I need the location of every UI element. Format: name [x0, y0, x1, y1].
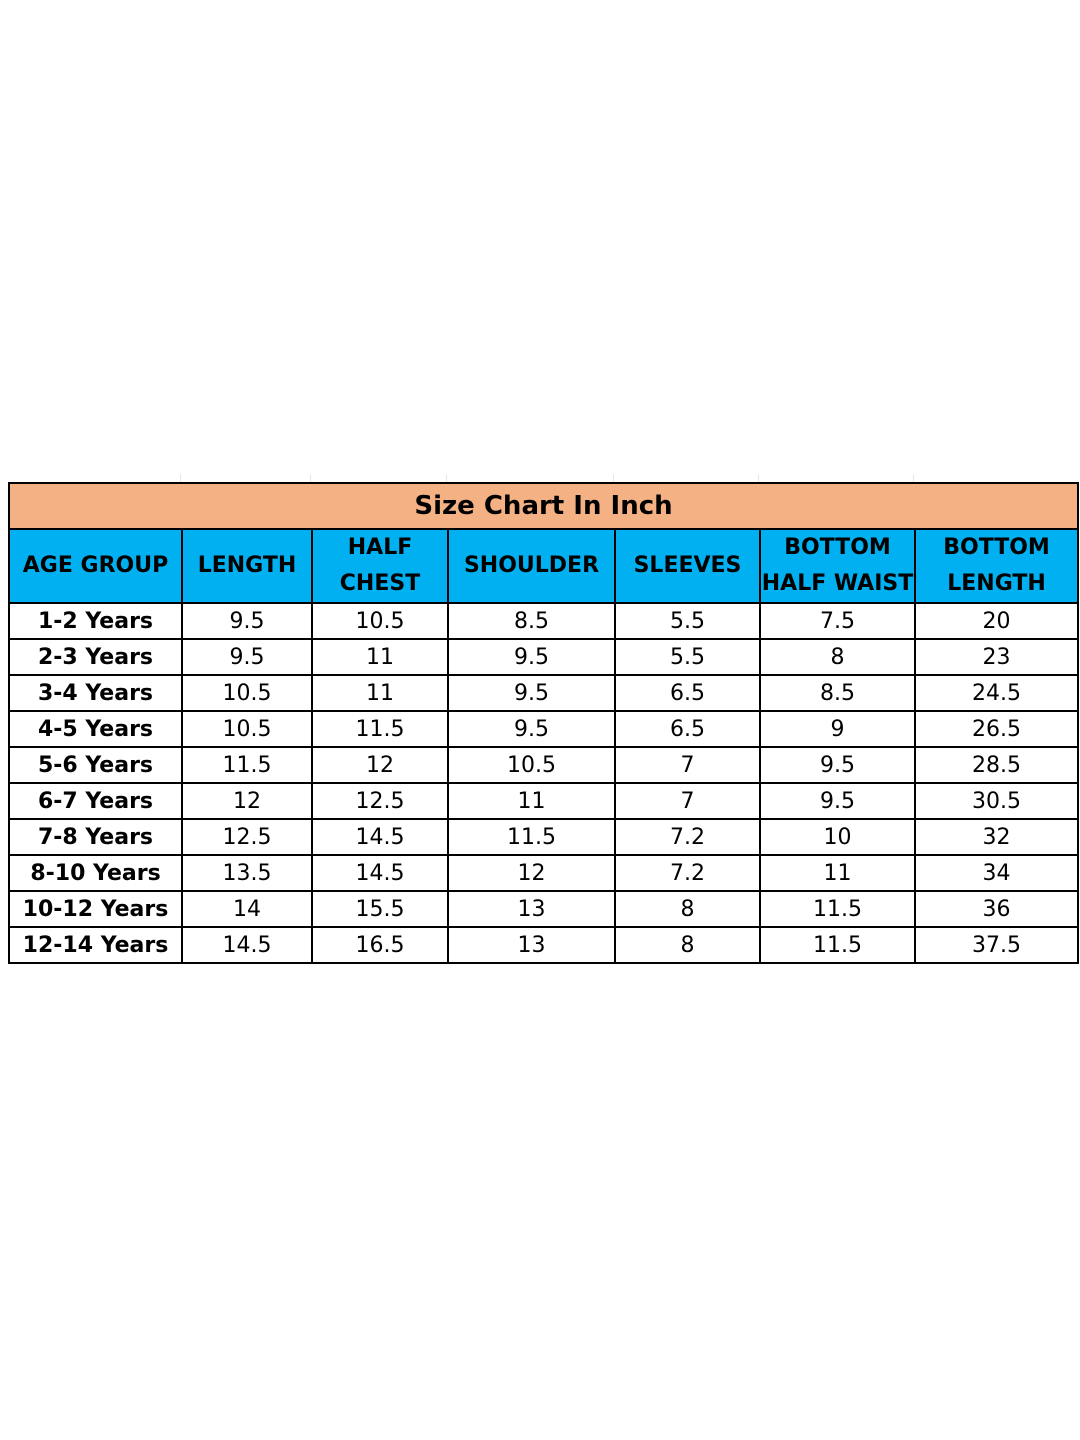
column-header-sleeves — [615, 529, 760, 603]
measurement-cell-length: 11.5 — [182, 747, 312, 783]
measurement-cell-length: 13.5 — [182, 855, 312, 891]
measurement-cell-bottom-length: 24.5 — [915, 675, 1078, 711]
column-header-shoulder — [448, 529, 615, 603]
age-group-cell: 3-4 Years — [9, 675, 182, 711]
measurement-cell-shoulder: 13 — [448, 891, 615, 927]
age-group-cell: 2-3 Years — [9, 639, 182, 675]
measurement-cell-length: 9.5 — [182, 603, 312, 639]
table-row — [9, 891, 1078, 927]
measurement-cell-half-chest: 14.5 — [312, 819, 448, 855]
age-group-cell: 5-6 Years — [9, 747, 182, 783]
measurement-cell-sleeves: 5.5 — [615, 639, 760, 675]
measurement-cell-shoulder: 9.5 — [448, 675, 615, 711]
measurement-cell-half-chest: 11 — [312, 639, 448, 675]
measurement-cell-length: 14.5 — [182, 927, 312, 963]
measurement-cell-half-chest: 14.5 — [312, 855, 448, 891]
measurement-cell-sleeves: 7.2 — [615, 855, 760, 891]
measurement-cell-half-chest: 15.5 — [312, 891, 448, 927]
measurement-cell-bottom-half-waist: 11.5 — [760, 891, 915, 927]
age-group-cell: 12-14 Years — [9, 927, 182, 963]
table-row — [9, 711, 1078, 747]
measurement-cell-sleeves: 8 — [615, 891, 760, 927]
measurement-cell-sleeves: 6.5 — [615, 711, 760, 747]
measurement-cell-half-chest: 16.5 — [312, 927, 448, 963]
measurement-cell-length: 10.5 — [182, 711, 312, 747]
measurement-cell-bottom-half-waist: 9.5 — [760, 783, 915, 819]
column-header-bottom-half-waist — [760, 529, 915, 603]
table-row — [9, 927, 1078, 963]
measurement-cell-sleeves: 7 — [615, 747, 760, 783]
measurement-cell-half-chest: 12.5 — [312, 783, 448, 819]
table-row — [9, 747, 1078, 783]
measurement-cell-shoulder: 11 — [448, 783, 615, 819]
measurement-cell-bottom-half-waist: 9.5 — [760, 747, 915, 783]
measurement-cell-half-chest: 11.5 — [312, 711, 448, 747]
measurement-cell-bottom-half-waist: 8 — [760, 639, 915, 675]
measurement-cell-bottom-length: 23 — [915, 639, 1078, 675]
measurement-cell-sleeves: 7.2 — [615, 819, 760, 855]
measurement-cell-sleeves: 6.5 — [615, 675, 760, 711]
column-header-bottom-length — [915, 529, 1078, 603]
measurement-cell-shoulder: 13 — [448, 927, 615, 963]
column-header-label: SLEEVES — [633, 553, 742, 578]
measurement-cell-half-chest: 11 — [312, 675, 448, 711]
measurement-cell-bottom-half-waist: 8.5 — [760, 675, 915, 711]
measurement-cell-bottom-half-waist: 11.5 — [760, 927, 915, 963]
age-group-cell: 4-5 Years — [9, 711, 182, 747]
column-header-half-chest — [312, 529, 448, 603]
column-header-label: CHEST — [339, 571, 421, 596]
header-row — [9, 529, 1078, 603]
table-row — [9, 819, 1078, 855]
measurement-cell-length: 12.5 — [182, 819, 312, 855]
measurement-cell-bottom-length: 30.5 — [915, 783, 1078, 819]
chart-title: Size Chart In Inch — [9, 483, 1078, 529]
measurement-cell-shoulder: 10.5 — [448, 747, 615, 783]
column-header-label: LENGTH — [197, 553, 297, 578]
measurement-cell-bottom-half-waist: 10 — [760, 819, 915, 855]
age-group-cell: 10-12 Years — [9, 891, 182, 927]
measurement-cell-sleeves: 8 — [615, 927, 760, 963]
measurement-cell-length: 14 — [182, 891, 312, 927]
measurement-cell-bottom-length: 36 — [915, 891, 1078, 927]
measurement-cell-shoulder: 9.5 — [448, 711, 615, 747]
measurement-cell-sleeves: 5.5 — [615, 603, 760, 639]
measurement-cell-sleeves: 7 — [615, 783, 760, 819]
measurement-cell-bottom-length: 28.5 — [915, 747, 1078, 783]
table-row — [9, 855, 1078, 891]
measurement-cell-bottom-length: 37.5 — [915, 927, 1078, 963]
spreadsheet-gridlines — [8, 474, 1077, 482]
table-row — [9, 639, 1078, 675]
column-header-label: LENGTH — [947, 571, 1046, 596]
table-row — [9, 603, 1078, 639]
table-body — [9, 603, 1078, 963]
table-row — [9, 783, 1078, 819]
age-group-cell: 1-2 Years — [9, 603, 182, 639]
measurement-cell-half-chest: 12 — [312, 747, 448, 783]
measurement-cell-bottom-length: 34 — [915, 855, 1078, 891]
table-row — [9, 675, 1078, 711]
age-group-cell: 7-8 Years — [9, 819, 182, 855]
measurement-cell-half-chest: 10.5 — [312, 603, 448, 639]
measurement-cell-bottom-length: 32 — [915, 819, 1078, 855]
measurement-cell-shoulder: 11.5 — [448, 819, 615, 855]
age-group-cell: 6-7 Years — [9, 783, 182, 819]
column-header-label: HALF WAIST — [761, 571, 914, 596]
measurement-cell-bottom-half-waist: 11 — [760, 855, 915, 891]
column-header-label: HALF — [347, 535, 413, 560]
column-header-label: AGE GROUP — [22, 553, 169, 578]
column-header-label: SHOULDER — [463, 553, 600, 578]
title-row — [9, 483, 1078, 529]
size-chart-table — [8, 482, 1079, 964]
column-header-length — [182, 529, 312, 603]
measurement-cell-bottom-length: 26.5 — [915, 711, 1078, 747]
age-group-cell: 8-10 Years — [9, 855, 182, 891]
measurement-cell-bottom-half-waist: 9 — [760, 711, 915, 747]
measurement-cell-shoulder: 9.5 — [448, 639, 615, 675]
column-header-label: BOTTOM — [784, 535, 891, 560]
measurement-cell-bottom-length: 20 — [915, 603, 1078, 639]
column-header-label: BOTTOM — [943, 535, 1050, 560]
measurement-cell-length: 12 — [182, 783, 312, 819]
column-header-age — [9, 529, 182, 603]
measurement-cell-shoulder: 12 — [448, 855, 615, 891]
measurement-cell-bottom-half-waist: 7.5 — [760, 603, 915, 639]
measurement-cell-length: 10.5 — [182, 675, 312, 711]
measurement-cell-length: 9.5 — [182, 639, 312, 675]
measurement-cell-shoulder: 8.5 — [448, 603, 615, 639]
